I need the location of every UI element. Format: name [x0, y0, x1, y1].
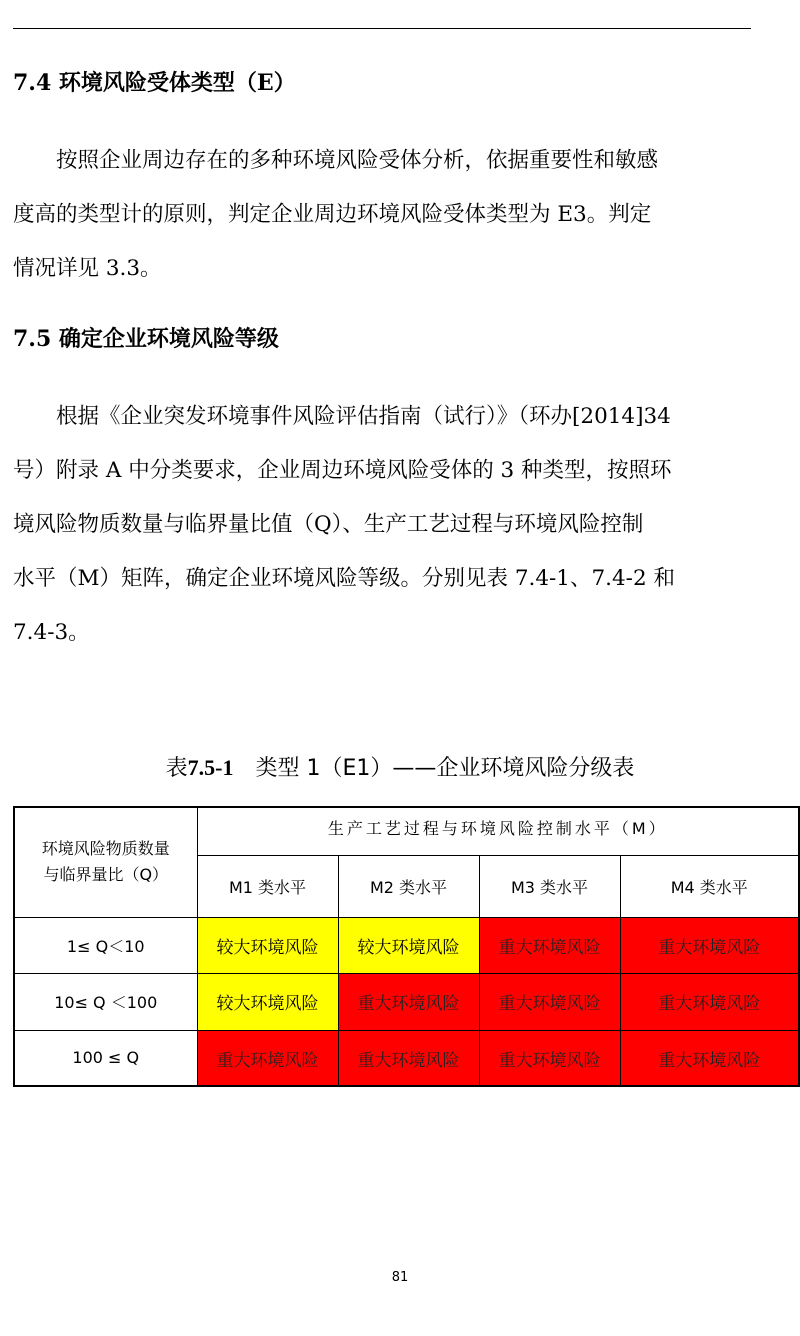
risk-cell: 重大环境风险 [338, 1030, 479, 1086]
row-header-cell [14, 807, 197, 917]
section-heading-7-4: 7.4 环境风险受体类型（E） [13, 70, 296, 96]
paragraph-line: 根据《企业突发环境事件风险评估指南（试行）》（环办[2014]34 [13, 404, 671, 429]
risk-cell: 重大环境风险 [338, 973, 479, 1030]
risk-cell: 重大环境风险 [197, 1030, 338, 1086]
risk-cell: 较大环境风险 [197, 973, 338, 1030]
paragraph-line: 情况详见 3.3。 [13, 256, 162, 281]
risk-cell: 较大环境风险 [197, 917, 338, 973]
paragraph-line: 7.4-3。 [13, 620, 90, 645]
risk-classification-table [13, 806, 800, 1087]
caption-number: 7.5-1 [187, 755, 234, 780]
paragraph-line: 按照企业周边存在的多种环境风险受体分析，依据重要性和敏感 [13, 148, 659, 173]
page-number: 81 [391, 1270, 409, 1285]
caption-title: 类型 1（E1）——企业环境风险分级表 [255, 756, 635, 781]
section-heading-7-5: 7.5 确定企业环境风险等级 [13, 326, 279, 352]
q-range-cell: 1≤ Q＜10 [14, 917, 197, 973]
caption-prefix: 表 [165, 756, 188, 781]
risk-cell: 重大环境风险 [620, 917, 799, 973]
risk-cell: 重大环境风险 [479, 973, 620, 1030]
paragraph-line: 度高的类型计的原则，判定企业周边环境风险受体类型为 E3。判定 [13, 202, 652, 227]
q-range-cell: 10≤ Q ＜100 [14, 973, 197, 1030]
column-header-m3: M3 类水平 [479, 855, 620, 917]
column-header-m2: M2 类水平 [338, 855, 479, 917]
risk-cell: 较大环境风险 [338, 917, 479, 973]
paragraph-line: 水平（M）矩阵，确定企业环境风险等级。分别见表 7.4-1、7.4-2 和 [13, 566, 675, 591]
row-header-line: 环境风险物质数量 [41, 839, 170, 859]
header-rule [13, 28, 751, 29]
section-7-5-paragraph [13, 390, 753, 660]
risk-cell: 重大环境风险 [479, 1030, 620, 1086]
risk-cell: 重大环境风险 [620, 973, 799, 1030]
table-caption [0, 753, 800, 784]
section-7-4-paragraph [13, 134, 753, 296]
q-range-cell: 100 ≤ Q [14, 1030, 197, 1086]
paragraph-line: 号）附录 A 中分类要求，企业周边环境风险受体的 3 种类型，按照环 [13, 458, 672, 483]
column-header-m4: M4 类水平 [620, 855, 799, 917]
group-header-cell: 生产工艺过程与环境风险控制水平（M） [197, 807, 799, 855]
risk-cell: 重大环境风险 [479, 917, 620, 973]
row-header-line: 与临界量比（Q） [43, 865, 169, 885]
column-header-m1: M1 类水平 [197, 855, 338, 917]
paragraph-line: 境风险物质数量与临界量比值（Q）、生产工艺过程与环境风险控制 [13, 512, 644, 537]
risk-cell: 重大环境风险 [620, 1030, 799, 1086]
